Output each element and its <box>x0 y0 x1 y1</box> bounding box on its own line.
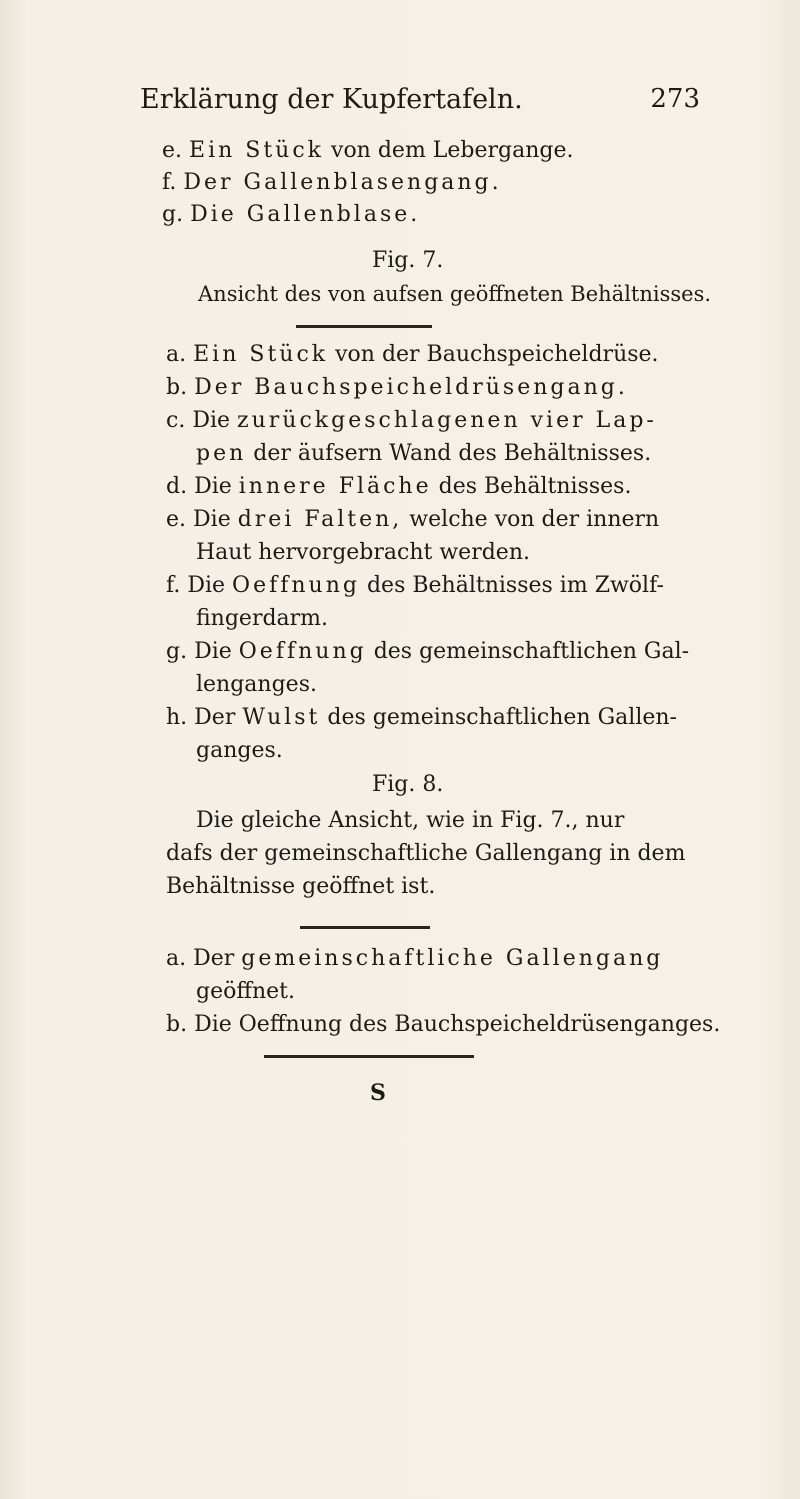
paragraph-line: Die gleiche Ansicht, wie in Fig. 7., nur <box>196 808 625 833</box>
list-item <box>162 136 574 166</box>
figure-caption: Ansicht des von aufsen geöffneten Behältnisses. <box>198 282 712 306</box>
item-term: pen <box>196 441 247 466</box>
signature-mark: S <box>370 1080 386 1106</box>
item-text: des Bauchspeicheldrüsenganges. <box>342 1012 721 1037</box>
figure-label: Fig. 8. <box>372 772 444 797</box>
item-term: Der Bauchspeicheldrüsengang. <box>194 375 628 400</box>
item-text: des Behältnisses im Zwölf- <box>359 573 664 598</box>
item-term: Der Gallenblasengang. <box>183 170 502 195</box>
list-item-continuation: fingerdarm. <box>196 606 329 631</box>
list-item <box>166 406 657 436</box>
item-term: Oeffnung <box>238 1012 343 1037</box>
header-title: Erklärung der Kupfertafeln. <box>140 84 523 115</box>
list-item <box>166 472 631 502</box>
list-item-continuation: ganges. <box>196 738 283 763</box>
list-item <box>162 200 420 230</box>
list-item-continuation: lenganges. <box>196 672 317 697</box>
divider <box>296 325 432 328</box>
item-text: Die <box>193 507 238 532</box>
item-letter: d. <box>166 474 188 499</box>
item-term: innere Fläche <box>238 474 432 499</box>
item-letter: g. <box>162 202 184 227</box>
list-item <box>166 505 659 535</box>
item-letter: f. <box>162 170 177 195</box>
list-item <box>162 168 502 198</box>
item-text: Der <box>194 705 243 730</box>
item-text: Die <box>194 1012 239 1037</box>
item-text: des gemeinschaftlichen Gallen- <box>320 705 677 730</box>
item-term: Wulst <box>242 705 321 730</box>
item-term: Ein Stück <box>189 138 325 163</box>
item-letter: g. <box>166 639 188 664</box>
item-text: Die <box>187 573 233 598</box>
item-text: Der <box>193 946 242 971</box>
item-text: von der Bauchspeicheldrüse. <box>328 342 659 367</box>
item-text: Die <box>194 474 239 499</box>
list-item-continuation <box>196 439 651 469</box>
list-item <box>166 373 628 403</box>
item-letter: f. <box>166 573 181 598</box>
item-term: gemeinschaftliche Gallengang <box>241 946 664 971</box>
paragraph-line: dafs der gemeinschaftliche Gallengang in dem <box>166 841 686 866</box>
item-term: zurückgeschlagenen vier Lap- <box>237 408 657 433</box>
item-text: von dem Lebergange. <box>324 138 574 163</box>
item-text: der äufsern Wand des Behältnisses. <box>246 441 652 466</box>
page-number: 273 <box>650 84 700 114</box>
list-item <box>166 340 659 370</box>
running-header <box>140 84 700 124</box>
item-letter: h. <box>166 705 188 730</box>
item-term: drei Falten, <box>237 507 403 532</box>
item-letter: c. <box>166 408 186 433</box>
item-text: Die <box>194 639 239 664</box>
item-text: welche von der innern <box>402 507 660 532</box>
list-item-continuation: geöffnet. <box>196 979 295 1004</box>
divider <box>300 926 430 929</box>
item-text: Die <box>192 408 238 433</box>
list-item <box>166 703 677 733</box>
list-item-continuation: Haut hervorgebracht werden. <box>196 540 530 565</box>
paragraph-line: Behältnisse geöffnet ist. <box>166 874 436 899</box>
item-letter: b. <box>166 375 188 400</box>
item-letter: a. <box>166 946 187 971</box>
divider <box>264 1055 474 1058</box>
item-term: Ein Stück <box>193 342 329 367</box>
item-letter: e. <box>162 138 183 163</box>
list-item <box>166 944 663 974</box>
list-item <box>166 637 689 667</box>
figure-label: Fig. 7. <box>372 248 444 273</box>
item-text: des Behältnisses. <box>431 474 632 499</box>
item-term: Oeffnung <box>232 573 360 598</box>
item-term: Die Gallenblase. <box>190 202 421 227</box>
item-text: des gemeinschaftlichen Gal- <box>366 639 690 664</box>
item-letter: e. <box>166 507 187 532</box>
item-letter: a. <box>166 342 187 367</box>
list-item <box>166 1010 720 1040</box>
item-letter: b. <box>166 1012 188 1037</box>
item-term: Oeffnung <box>238 639 367 664</box>
list-item <box>166 571 664 601</box>
